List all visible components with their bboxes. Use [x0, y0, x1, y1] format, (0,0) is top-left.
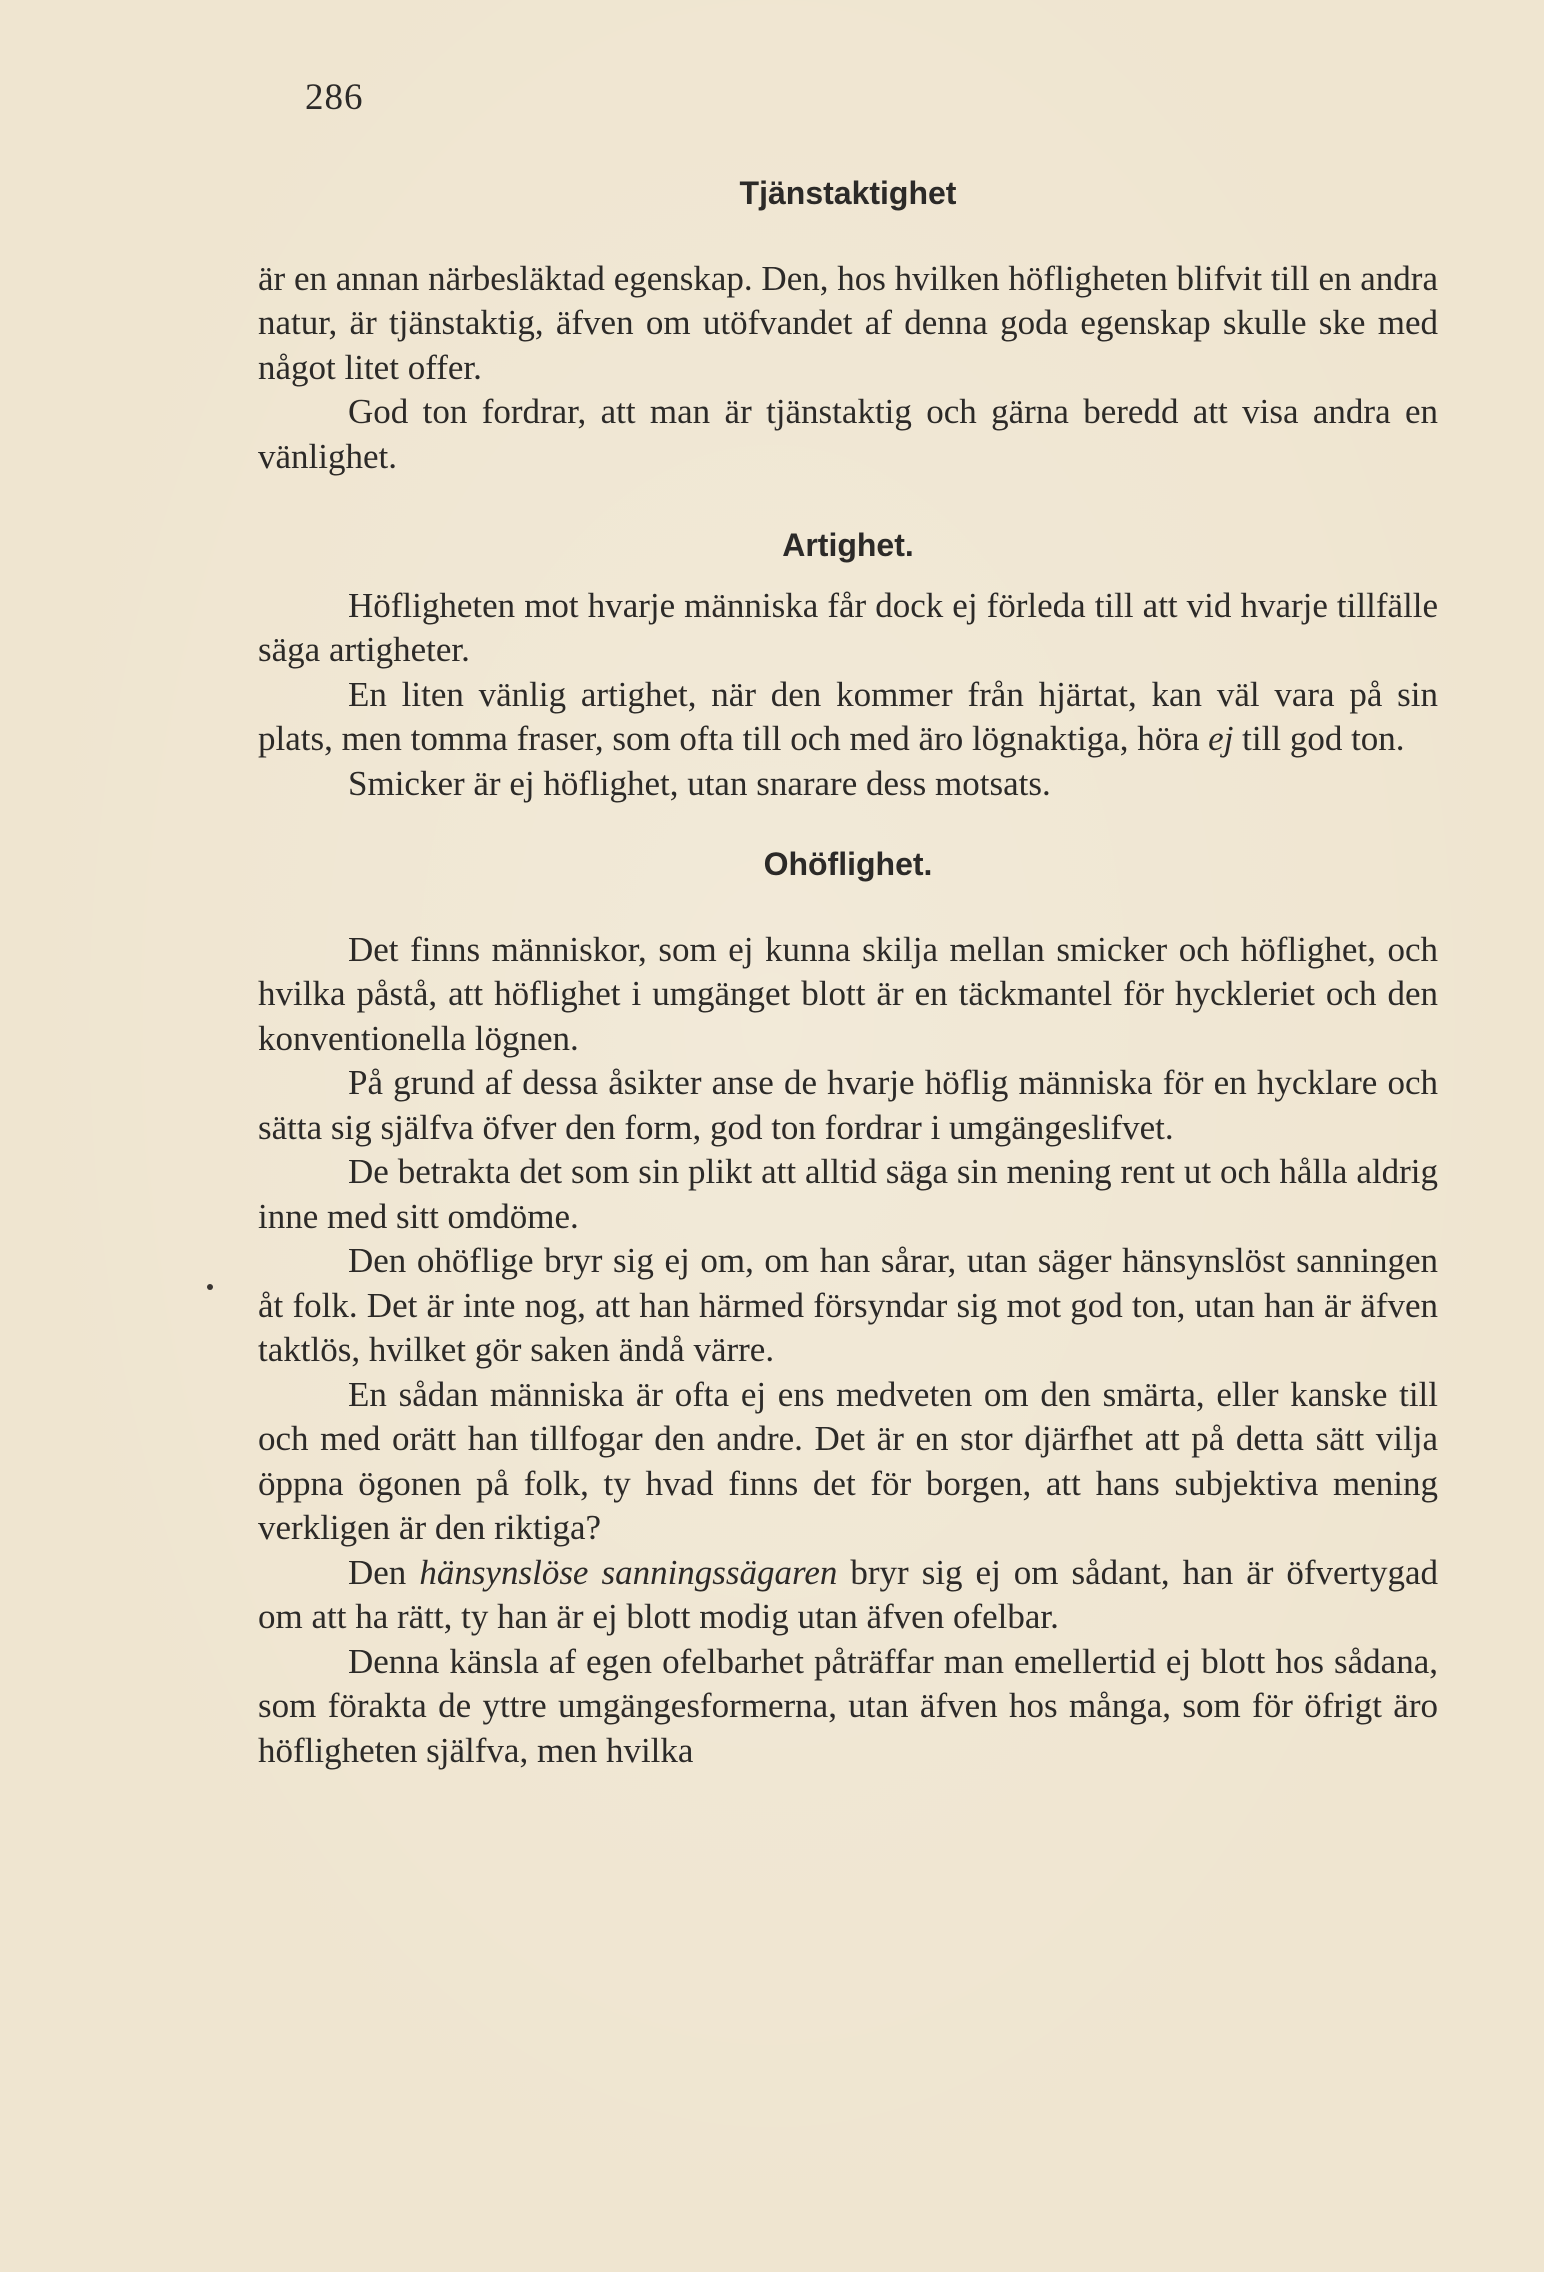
paragraph: En sådan människa är ofta ej ens medveten om den smärta, eller kanske till och med orätt han tillfogar den andre. Det är en stor djärfhet att på detta sätt vilja öppna ögonen på folk, ty hvad finns det för borgen, att hans subjektiva mening verkligen är den riktiga? — [258, 1374, 1438, 1547]
paragraph: De betrakta det som sin plikt att alltid säga sin mening rent ut och hålla aldrig inne med sitt omdöme. — [258, 1152, 1438, 1236]
paragraph-text: Den — [348, 1552, 407, 1592]
paragraph — [258, 673, 1438, 762]
paragraph-text: bryr sig ej om sådant, han är öfvertygad om att ha rätt, ty han är ej blott modig utan äfven ofelbar. — [258, 1552, 1438, 1636]
paragraph: Smicker är ej höflighet, utan snarare dess motsats. — [348, 763, 1051, 803]
paragraph: På grund af dessa åsikter anse de hvarje höflig människa för en hycklare och sätta sig själfva öfver den form, god ton fordrar i umgängeslifvet. — [258, 1063, 1438, 1147]
page-number: 286 — [305, 77, 364, 118]
emphasis-text: hänsynslöse sanningssägaren — [419, 1552, 838, 1592]
heading-tjanstaktighet: Tjänstaktighet — [739, 175, 957, 211]
heading-ohoflighet: Ohöflighet. — [763, 846, 933, 882]
ink-speck — [207, 1284, 213, 1290]
paragraph: Det finns människor, som ej kunna skilja mellan smicker och höflighet, och hvilka påstå, att höflighet i umgänget blott är en täckmantel för hyckleriet och den konventionella lögnen. — [258, 929, 1438, 1058]
paragraph-text: En liten vänlig artighet, när den kommer från hjärtat, kan väl vara på sin plats, men tomma fraser, som ofta till och med äro lögnaktiga, höra — [258, 674, 1438, 758]
paragraph: Höfligheten mot hvarje människa får dock ej förleda till att vid hvarje tillfälle säga artigheter. — [258, 585, 1438, 669]
paragraph: God ton fordrar, att man är tjänstaktig och gärna beredd att visa andra en vänlighet. — [258, 392, 1438, 476]
heading-artighet: Artighet. — [782, 527, 914, 563]
emphasis-text: ej — [1208, 719, 1234, 758]
paragraph — [258, 1551, 1438, 1640]
paragraph: är en annan närbesläktad egenskap. Den, hos hvilken höfligheten blifvit till en andra natur, är tjänstaktig, äfven om utöfvandet af denna goda egenskap skulle ske med något litet offer. — [258, 258, 1438, 387]
paragraph: Den ohöflige bryr sig ej om, om han sårar, utan säger hänsynslöst sanningen åt folk. Det är inte nog, att han härmed försyndar sig mot god ton, utan han är äfven taktlös, hvilket gör saken ändå värre. — [258, 1241, 1438, 1369]
page-body — [258, 171, 1438, 1773]
paragraph-text: till god ton. — [1242, 719, 1405, 758]
paragraph: Denna känsla af egen ofelbarhet påträffar man emellertid ej blott hos sådana, som förakta de yttre umgängesformerna, utan äfven hos många, som för öfrigt äro höfligheten själfva, men hvilka — [258, 1641, 1438, 1770]
